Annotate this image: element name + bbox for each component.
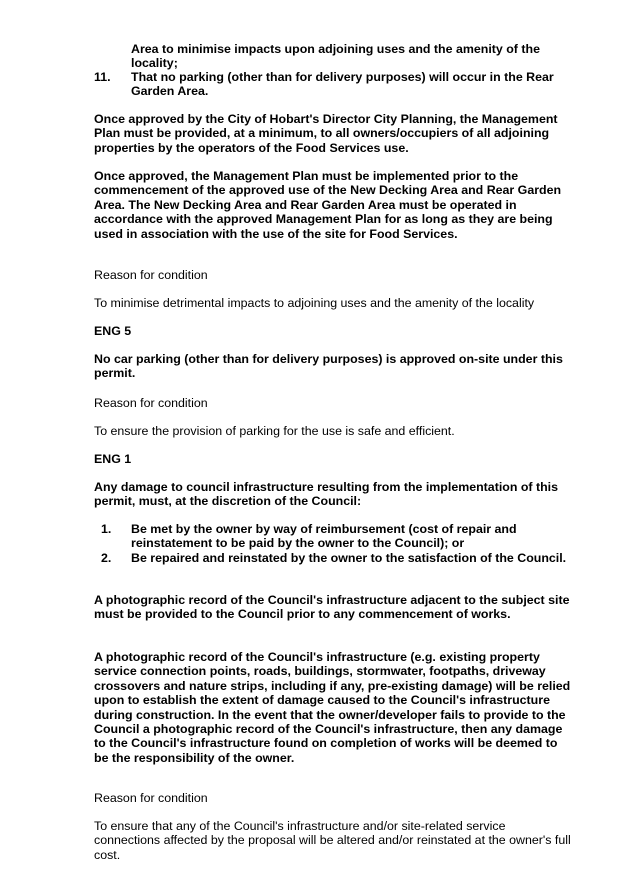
eng1-reason-label: Reason for condition xyxy=(94,791,208,805)
paragraph-management-plan-implemented: Once approved, the Management Plan must be implemented prior to the commencement of the approved use of the New Decking Area and Rear Garden Area. The New Decking Area and Rear Garden Area must be operated in accordance with the approved Management Plan for as long as they are being used in association with the use of the site for Food Services. xyxy=(94,169,562,241)
condition-10-continuation: Area to minimise impacts upon adjoining uses and the amenity of the locality; xyxy=(131,42,540,71)
eng1-reason-text: To ensure that any of the Council's infrastructure and/or site-related service connections affected by the proposal will be altered and/or reinstated at the owner's full cost. xyxy=(94,819,571,862)
eng1-item-2-number: 2. xyxy=(101,551,112,565)
reason-text: To minimise detrimental impacts to adjoining uses and the amenity of the locality xyxy=(94,296,535,310)
eng5-heading: ENG 5 xyxy=(94,324,132,338)
eng1-item-1-text: Be met by the owner by way of reimbursement (cost of repair and reinstatement to be paid by the owner to the Council); or xyxy=(131,522,517,551)
condition-11-number: 11. xyxy=(94,70,111,84)
reason-label: Reason for condition xyxy=(94,268,208,282)
eng1-item-2-text: Be repaired and reinstated by the owner to the satisfaction of the Council. xyxy=(131,551,567,565)
condition-11-text: That no parking (other than for delivery purposes) will occur in the Rear Garden Area. xyxy=(131,70,554,99)
paragraph-management-plan-provided: Once approved by the City of Hobart's Director City Planning, the Management Plan must be provided, at a minimum, to all owners/occupiers of all adjoining properties by the operators of the Food Services use. xyxy=(94,112,558,155)
eng5-reason-text: To ensure the provision of parking for the use is safe and efficient. xyxy=(94,424,455,438)
eng1-photographic-record: A photographic record of the Council's infrastructure adjacent to the subject site must be provided to the Council prior to any commencement of works. xyxy=(94,593,570,622)
eng1-intro: Any damage to council infrastructure resulting from the implementation of this permit, must, at the discretion of the Council: xyxy=(94,480,559,509)
eng1-item-1-number: 1. xyxy=(101,522,112,536)
eng5-reason-label: Reason for condition xyxy=(94,396,208,410)
eng5-condition-text: No car parking (other than for delivery purposes) is approved on-site under this permit. xyxy=(94,352,563,381)
eng1-photographic-record-detail: A photographic record of the Council's infrastructure (e.g. existing property service connection points, roads, buildings, stormwater, footpaths, driveway crossovers and nature strips, including if any, pre-existing damage) will be relied upon to establish the extent of damage caused to the Council's infrastructure during construction. In the event that the owner/developer fails to provide to the Council a photographic record of the Council's infrastructure, then any damage to the Council's infrastructure found on completion of works will be deemed to be the responsibility of the owner. xyxy=(94,650,571,765)
eng1-heading: ENG 1 xyxy=(94,452,132,466)
